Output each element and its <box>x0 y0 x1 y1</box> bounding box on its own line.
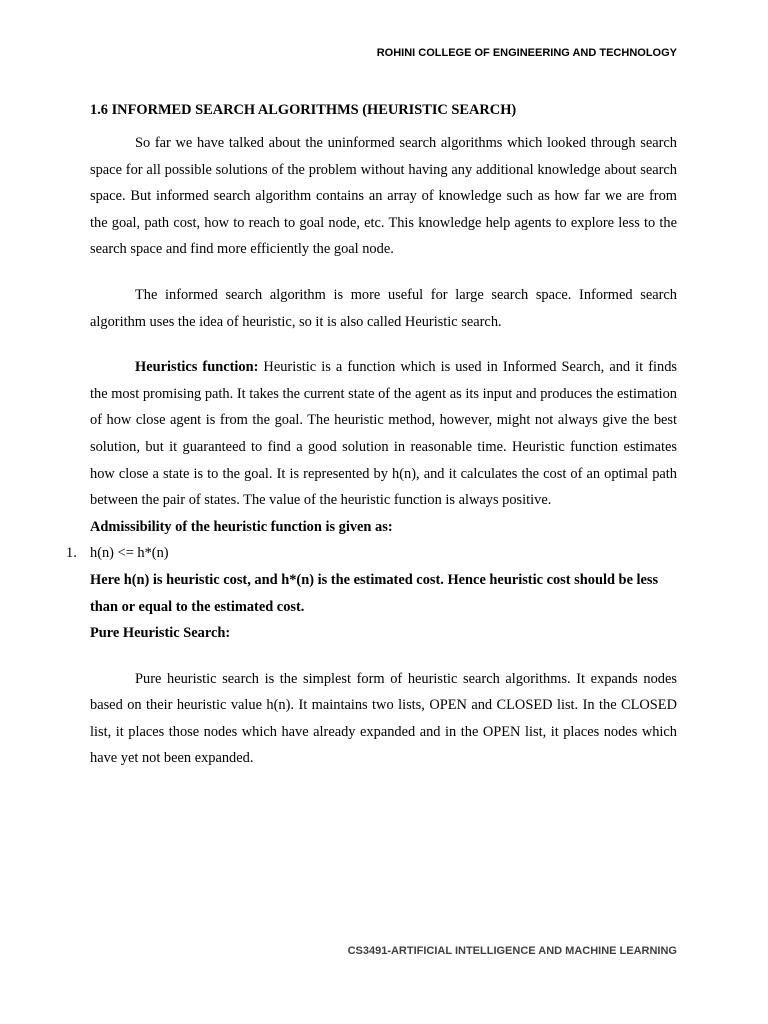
paragraph-intro: So far we have talked about the uninformed search algorithms which looked through search space for all possible solutions of the problem without having any additional knowledge about search space. But informed search algorithm contains an array of knowledge such as how far we are from the goal, path cost, how to reach to goal node, etc. This knowledge help agents to explore less to the search space and find more efficiently the goal node. <box>90 135 677 258</box>
paragraph-pure-heuristic: Pure heuristic search is the simplest form of heuristic search algorithms. It expands nodes based on their heuristic value h(n). It maintains two lists, OPEN and CLOSED list. In the CLOSED list, it places those nodes which have already expanded and in the OPEN list, it places nodes which have yet not been expanded. <box>90 670 677 767</box>
paragraph-heuristics-function <box>90 354 677 514</box>
page-header: ROHINI COLLEGE OF ENGINEERING AND TECHNOLOGY <box>376 47 677 59</box>
list-item <box>66 540 677 567</box>
heuristics-function-term: Heuristics function: <box>135 359 259 376</box>
heuristics-function-definition: Heuristic is a function which is used in Informed Search, and it finds the most promising path. It takes the current state of the agent as its input and produces the estimation of how close agent is from the goal. The heuristic method, however, might not always give the best solution, but it guaranteed to find a good solution in reasonable time. Heuristic function estimates how close a state is to the goal. It is represented by h(n), and it calculates the cost of an optimal path between the pair of states. The value of the heuristic function is always positive. <box>90 359 677 509</box>
list-item-text: h(n) <= h*(n) <box>90 545 169 562</box>
section-title: 1.6 INFORMED SEARCH ALGORITHMS (HEURISTIC SEARCH) <box>90 102 517 118</box>
pure-heuristic-heading: Pure Heuristic Search: <box>90 625 231 642</box>
document-body <box>66 98 677 772</box>
admissibility-note: Here h(n) is heuristic cost, and h*(n) is the estimated cost. Hence heuristic cost should be less than or equal to the estimated cost. <box>90 571 659 615</box>
list-number: 1. <box>66 545 77 562</box>
paragraph-informed-search: The informed search algorithm is more useful for large search space. Informed search algorithm uses the idea of heuristic, so it is also called Heuristic search. <box>90 286 677 330</box>
admissibility-heading: Admissibility of the heuristic function is given as: <box>90 518 393 535</box>
page-footer: CS3491-ARTIFICIAL INTELLIGENCE AND MACHINE LEARNING <box>347 945 677 957</box>
